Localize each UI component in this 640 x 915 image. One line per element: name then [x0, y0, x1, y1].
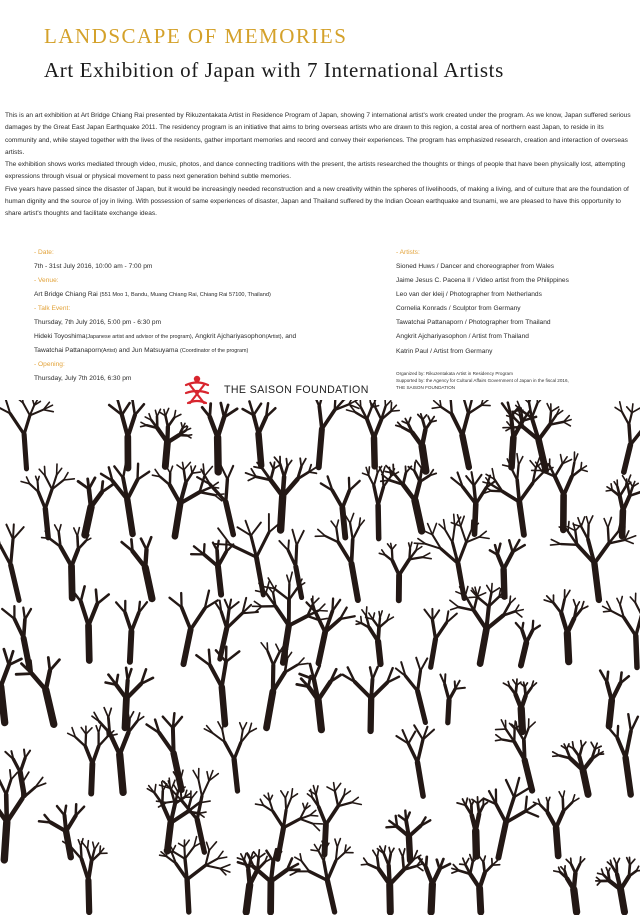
- tree-mark: [361, 846, 423, 912]
- tree-mark: [606, 475, 640, 536]
- tree-mark: [71, 586, 108, 660]
- talk-date: Thursday, 7th July 2016, 5:00 pm - 6:30 pm: [34, 319, 162, 326]
- tree-mark: [603, 592, 640, 668]
- tree-mark: [396, 725, 434, 796]
- organizer-line: Organized by: Rikuzentakata Artist in Residency Program: [396, 371, 513, 376]
- date-value: 7th - 31st July 2016, 10:00 am - 7:00 pm: [34, 263, 153, 270]
- artist-entry: Leo van der kleij / Photographer from Netherlands: [396, 291, 542, 299]
- speaker-role: (Artist): [101, 348, 117, 354]
- artist-entry: Sioned Huws / Dancer and choreographer from Wales: [396, 263, 555, 270]
- talk-label: - Talk Event:: [34, 305, 71, 312]
- tree-mark: [490, 540, 525, 597]
- tree-mark: [315, 513, 364, 600]
- tree-mark: [516, 621, 540, 666]
- supporter-foundation-line: THE SAISON FOUNDATION: [396, 385, 456, 391]
- tree-mark: [204, 722, 256, 791]
- tree-mark: [432, 400, 490, 467]
- tree-mark: [279, 530, 304, 598]
- exhibition-subtitle: Art Exhibition of Japan with 7 International Artists: [44, 58, 504, 82]
- tree-mark: [0, 646, 21, 722]
- opening-value: Thursday, July 7th 2016, 6:30 pm: [34, 375, 132, 382]
- venue-address: (551 Moo 1, Bandu, Muang Chiang Rai, Chiang Rai 57100, Thailand): [99, 292, 271, 298]
- artists-label: - Artists:: [396, 249, 420, 256]
- talk-speakers-line-1: [34, 330, 374, 344]
- exhibition-title: LANDSCAPE OF MEMORIES: [44, 24, 348, 48]
- intro-paragraph-2: The exhibition shows works mediated through video, music, photos, and dance connecting traditions with the present, the artists researched the thoughts or things of people that have been physically lost, attempting expressions through visual or physical movement to pass next generation behind subtle memories.: [5, 161, 626, 181]
- intro-paragraph-3: Five years have passed since the disaster of Japan, but it would be increasingly needed reconstruction and a new creativity within the spheres of livelihoods, of making a living, and of culture that are the foundation of human dignity and the source of joy in living. With possession of same experiences of disaster, Japan and Thailand suffered by the Indian Ocean earthquake and tsunami, we are pleased to have this opportunity to share artist's thoughts and facilitate exchange ideas.: [5, 185, 629, 218]
- tree-mark: [0, 400, 53, 469]
- tree-mark: [551, 516, 636, 600]
- artist-entry: Angkrit Ajchariyasophon / Artist from Thailand: [396, 333, 529, 341]
- tree-mark: [116, 601, 147, 662]
- tree-mark: [152, 462, 223, 536]
- tree-mark: [92, 708, 144, 793]
- tree-mark: [533, 791, 579, 856]
- tree-mark: [191, 541, 233, 595]
- intro-paragraph-1: This is an art exhibition at Art Bridge Chiang Rai presented by Rikuzentakata Artist in Residence Program of Japan, showing 7 international artist's work created under the program. As we know, Japan suffered serious damages by the Great East Japan Earthquake 2011. The residency program is an initiative that aims to bring overseas artists who are drawn to this region, a costal area of northern east Japan, to reside in its community and, while stayed together with the lives of the residents, gather important memories and record and convey their experiences. The program has emphasized research, creation and interaction of overseas artists.: [5, 112, 631, 156]
- tree-mark: [544, 590, 588, 662]
- tree-mark: [600, 671, 629, 727]
- tree-mark: [307, 599, 355, 664]
- tree-mark: [554, 857, 585, 912]
- speaker-role: (Japanese artist and advisor of the program): [85, 334, 192, 340]
- tree-mark: [452, 854, 500, 912]
- tree-mark: [202, 403, 237, 472]
- speaker-name: Hideki Toyoshima: [34, 333, 86, 340]
- tree-mark: [0, 770, 46, 860]
- speaker-name: , Angkrit Ajchariyasophon: [191, 333, 266, 340]
- artist-entry: Jaime Jesus C. Pacena II / Video artist from the Philippines: [396, 277, 569, 285]
- tree-mark: [307, 783, 361, 855]
- venue-value: [34, 288, 374, 302]
- tree-mark: [424, 609, 457, 667]
- tree-mark: [39, 804, 84, 857]
- tree-mark: [237, 850, 270, 912]
- artist-entry: Cornelia Konrads / Sculptor from Germany: [396, 305, 521, 313]
- conjunction: , and: [281, 333, 297, 340]
- tree-mark: [109, 400, 144, 468]
- speaker-role: (Artist): [265, 334, 282, 340]
- speaker-name: and Jun Matsuyama: [116, 347, 179, 354]
- tree-mark: [246, 457, 317, 531]
- tree-mark: [101, 464, 149, 534]
- tree-mark: [303, 400, 359, 467]
- event-info: [34, 246, 374, 386]
- tree-mark: [347, 400, 400, 466]
- supporter-line: Supported by: the Agency for Cultural Affairs Government of Japan in the fiscal 2016,: [396, 378, 569, 384]
- speaker-role: (Coordinator of the program): [180, 348, 249, 354]
- tree-mark: [216, 598, 258, 659]
- venue-name: Art Bridge Chiang Rai: [34, 291, 98, 298]
- tree-mark: [615, 402, 640, 472]
- intro-text: [5, 110, 633, 221]
- tree-mark: [363, 466, 399, 539]
- opening-label: - Opening:: [34, 361, 65, 368]
- tree-mark: [450, 584, 523, 664]
- tree-mark: [356, 607, 393, 664]
- talk-speakers-line-2: [34, 344, 374, 358]
- tree-mark: [78, 478, 113, 535]
- artist-entry: Tawatchai Pattanaporn / Photographer from Thailand: [396, 319, 551, 327]
- tree-mark: [396, 658, 428, 723]
- tree-mark: [290, 839, 353, 912]
- credits: [396, 370, 636, 392]
- tree-mark: [122, 537, 152, 598]
- tree-mark: [379, 542, 431, 600]
- tree-mark: [21, 464, 74, 538]
- tree-mark: [386, 811, 430, 861]
- artist-entry: Katrin Paul / Artist from Germany: [396, 347, 493, 355]
- tree-mark: [141, 408, 192, 466]
- tree-mark: [197, 465, 233, 534]
- speaker-name: Tawatchai Pattanaporn: [34, 347, 102, 354]
- saison-foundation-name: THE SAISON FOUNDATION: [224, 384, 369, 396]
- tree-mark: [457, 797, 487, 856]
- tree-mark: [596, 857, 640, 912]
- tree-mark: [16, 658, 59, 725]
- venue-label: - Venue:: [34, 277, 59, 284]
- tree-mark: [503, 679, 536, 731]
- tree-mark: [414, 514, 489, 598]
- tree-mark: [0, 524, 24, 600]
- tree-mark: [297, 664, 341, 730]
- artists-list: [396, 246, 636, 359]
- tree-mark: [440, 674, 465, 722]
- tree-mark: [343, 667, 399, 731]
- tree-mark: [418, 857, 450, 912]
- tree-branches-illustration: [0, 400, 640, 915]
- tree-mark: [553, 741, 604, 795]
- tree-mark: [496, 719, 536, 791]
- tree-mark: [170, 591, 218, 665]
- date-label: - Date:: [34, 249, 54, 256]
- tree-mark: [321, 476, 360, 537]
- tree-mark: [243, 401, 276, 465]
